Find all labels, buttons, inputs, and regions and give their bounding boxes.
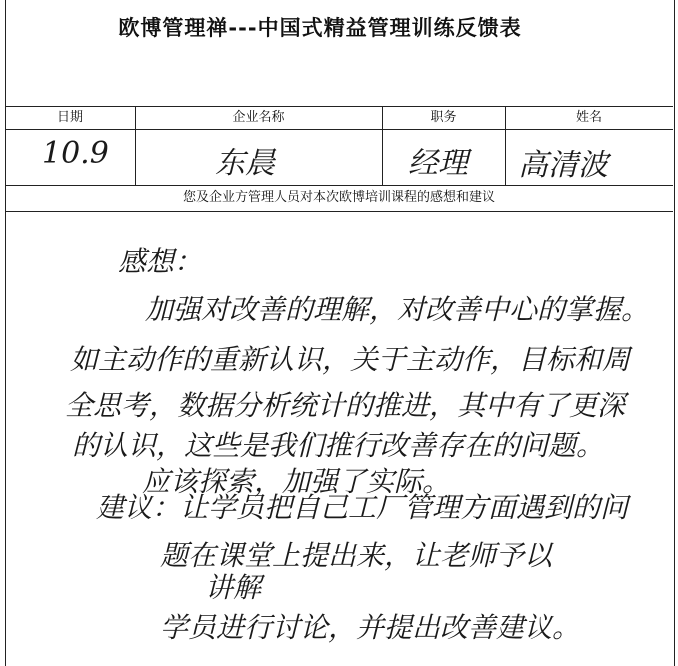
handwriting-line: 感想： (118, 245, 203, 278)
form-title: 欧博管理禅---中国式精益管理训练反馈表 (118, 16, 522, 40)
handwriting-line: 讲解 (205, 571, 262, 604)
handwriting-line: 建议：让学员把自己工厂管理方面遇到的问 (96, 491, 629, 524)
caption-bottom-rule (5, 211, 673, 212)
entry-company: 东晨 (215, 146, 275, 181)
entry-date: 10.9 (42, 136, 109, 171)
handwriting-line: 应该探索，加强了实际。 (142, 465, 451, 498)
feedback-prompt: 您及企业方管理人员对本次欧博培训课程的感想和建议 (182, 190, 495, 205)
entry-position: 经理 (408, 146, 468, 181)
handwriting-line: 如主动作的重新认识，关于主动作，目标和周 (70, 343, 631, 376)
entry-name: 高清波 (518, 148, 608, 183)
header-bottom-rule (5, 129, 673, 130)
header-date: 日期 (56, 110, 83, 125)
header-company: 企业名称 (232, 110, 285, 125)
header-position: 职务 (430, 110, 457, 125)
handwriting-line: 题在课堂上提出来，让老师予以 (160, 539, 553, 572)
handwriting-line: 的认识，这些是我们推行改善存在的问题。 (72, 429, 605, 462)
handwriting-line: 学员进行讨论，并提出改善建议。 (160, 611, 581, 644)
handwriting-line: 全思考，数据分析统计的推进，其中有了更深 (65, 389, 626, 422)
header-name: 姓名 (575, 110, 602, 125)
handwriting-line: 加强对改善的理解，对改善中心的掌握。 (145, 293, 650, 326)
